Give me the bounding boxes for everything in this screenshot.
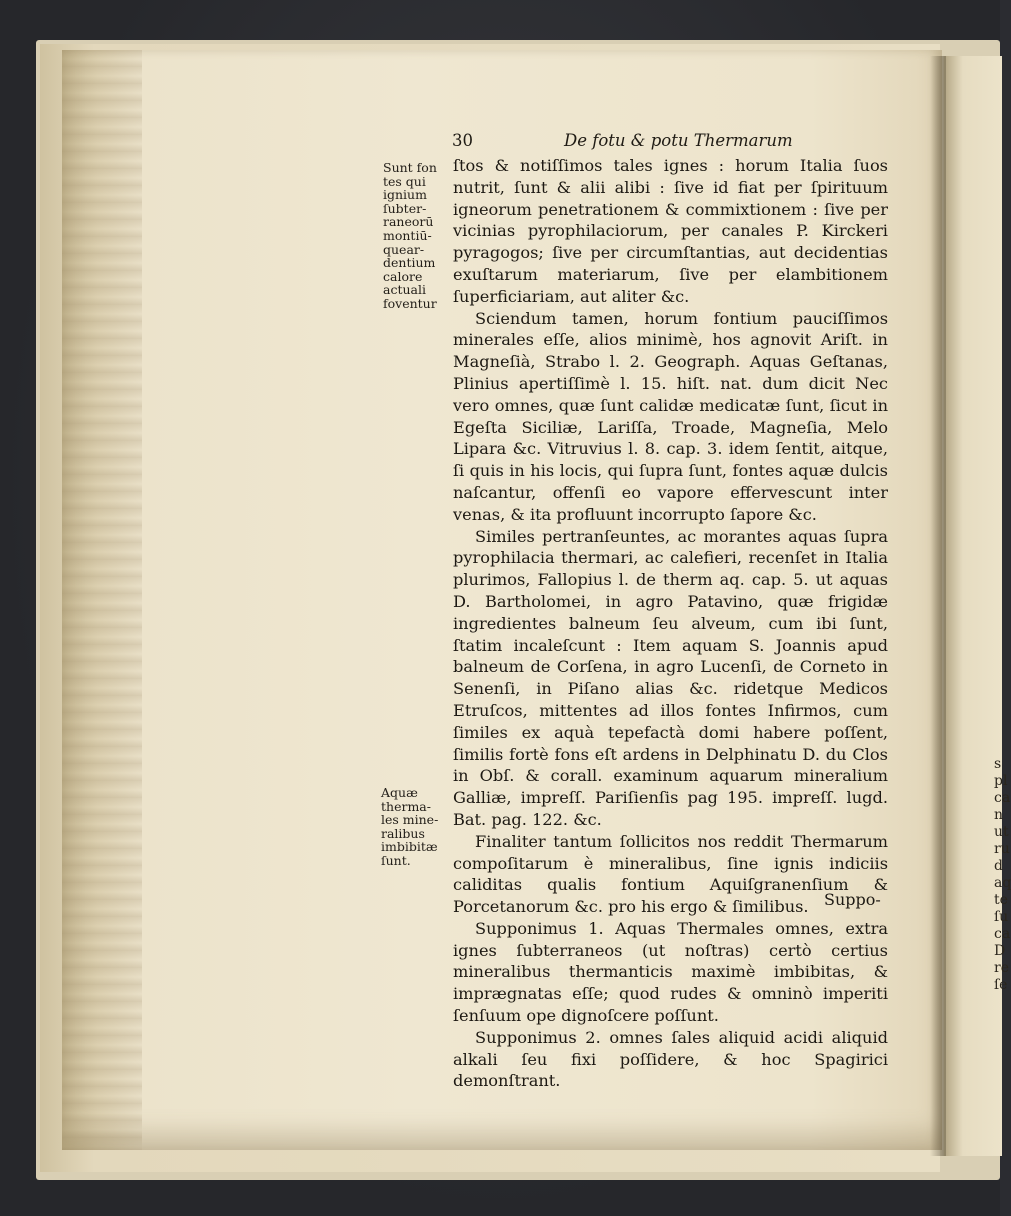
facing-page-fragment: s <box>994 756 1002 772</box>
running-title: De fotu & potu Thermarum <box>564 131 793 150</box>
paragraph: Supponimus 2. omnes ſales aliquid acidi aliquid alkali ſeu fixi poſſidere, & hoc Spagirici demonſtrant. <box>453 1027 888 1091</box>
margin-note-line: Aquæ <box>381 785 418 800</box>
margin-note-line: tes qui <box>383 173 426 189</box>
facing-page-fragment: aq <box>994 875 1011 891</box>
facing-page-fragment: ut <box>994 824 1009 840</box>
worn-page-edge <box>62 50 142 1150</box>
paragraph: Similes pertranſeuntes, ac morantes aquas ſupra pyrophilacia thermari, ac calefieri, recenſet in Italia plurimos, Fallopius l. de therm aq. cap. 5. ut aquas D. Bartholomei, in agro Patavino, quæ frigidæ ingredientes balneum ſeu alveum, cum ibi ſunt, ſtatim incaleſcunt : Item aquam S. Joannis apud balneum de Corſena, in agro Lucenſi, de Corneto in Senenſi, in Piſano alias &c. ridetque Medicos Etruſcos, mittentes ad illos fontes Infirmos, cum ſimiles ex aquà tepefactà domi habere poſſent, ſimilis fortè fons eſt ardens in Delphinatu D. du Clos in Obſ. & corall. examinum aquarum mineralium Galliæ, impreſſ. Pariſienſis pag 195. impreſſ. lugd. Bat. pag. 122. &c. <box>453 526 888 829</box>
facing-page-fragment: ca <box>994 926 1011 942</box>
margin-note-line: foventur <box>383 295 437 311</box>
margin-note-line: dentium <box>383 255 436 271</box>
facing-page-fragment: te <box>994 892 1008 908</box>
facing-page-fragment: d <box>994 858 1003 874</box>
paragraph: ſtos & notiſſimos tales ignes : horum Italia ſuos nutrit, ſunt & alii alibi : ſive id fiat per ſpirituum igneorum penetrationem & commixtionem : ſive per vicinias pyrophilaciorum, per canales P. Kirckeri pyragogos; ſive per circumſtantias, aut decidentias exuſtarum materiarum, ſive per elambitionem ſuperficiariam, aut aliter &c. <box>453 156 888 306</box>
margin-note-thermal-waters <box>381 786 438 868</box>
margin-note-line: ſubter- <box>383 200 427 216</box>
facing-page-fragment: ca <box>994 790 1011 806</box>
paragraph: Sciendum tamen, horum fontium pauciſſimos minerales eſſe, alios minimè, hos agnovit Ariſt. in Magneſià, Strabo l. 2. Geograph. Aquas Geſtanas, Plinius apertiſſimè l. 15. hiſt. nat. dum dicit Nec vero omnes, quæ ſunt calidæ medicatæ ſunt, ſicut in Egeſta Siciliæ, Lariſſa, Troade, Magneſia, Melo Lipara &c. Vitruvius l. 8. cap. 3. idem ſentit, aitque, ſi quis in his locis, qui ſupra ſunt, fontes aquæ dulcis naſcantur, offenſi eo vapore effervescunt inter venas, & ita profluunt incorrupto ſapore &c. <box>453 308 888 524</box>
margin-note-line: montiū- <box>383 227 432 243</box>
main-text <box>453 155 888 1092</box>
margin-note-line: les mine- <box>381 812 439 828</box>
margin-note-line: imbibitæ <box>381 839 438 855</box>
margin-note-line: ralibus <box>381 825 425 841</box>
facing-page-edge <box>944 56 1011 1156</box>
margin-note-line: ſunt. <box>381 852 411 868</box>
facing-page-fragment: ſu <box>994 909 1009 925</box>
catchword: Suppo- <box>824 890 881 909</box>
facing-page-fragment: pl <box>994 773 1008 789</box>
facing-page-fragment: D <box>994 943 1006 959</box>
facing-page-fragment: ſe <box>994 977 1008 993</box>
paragraph: Supponimus 1. Aquas Thermales omnes, extra ignes ſubterraneos (ut noſtras) certò certius mineralibus thermanticis maximè imbibitas, & imprægnatas eſſe; quod rudes & omninò imperiti ſenſuum ope dignoſcere poſſunt. <box>453 918 888 1026</box>
margin-note-line: therma- <box>381 798 431 814</box>
facing-page-fragment: ru <box>994 841 1010 857</box>
facing-page-fragment: re <box>994 960 1009 976</box>
margin-note-line: Sunt fon <box>383 160 437 175</box>
margin-note-springs <box>383 161 437 311</box>
facing-page-fragment: n <box>994 807 1004 823</box>
page-header <box>452 131 892 153</box>
margin-note-line: calore <box>383 268 423 284</box>
paragraph: Finaliter tantum ſollicitos nos reddit Thermarum compoſitarum è mineralibus, ſine ignis indiciis caliditas qualis fontium Aquiſgranenſium & Porcetanorum &c. pro his ergo & ſimilibus. <box>453 831 888 917</box>
margin-note-line: quear- <box>383 241 425 257</box>
margin-note-line: actuali <box>383 282 426 298</box>
gutter-shadow <box>930 56 944 1156</box>
margin-note-line: raneorū <box>383 214 434 230</box>
margin-note-line: ignium <box>383 187 427 203</box>
page-number: 30 <box>452 131 473 150</box>
